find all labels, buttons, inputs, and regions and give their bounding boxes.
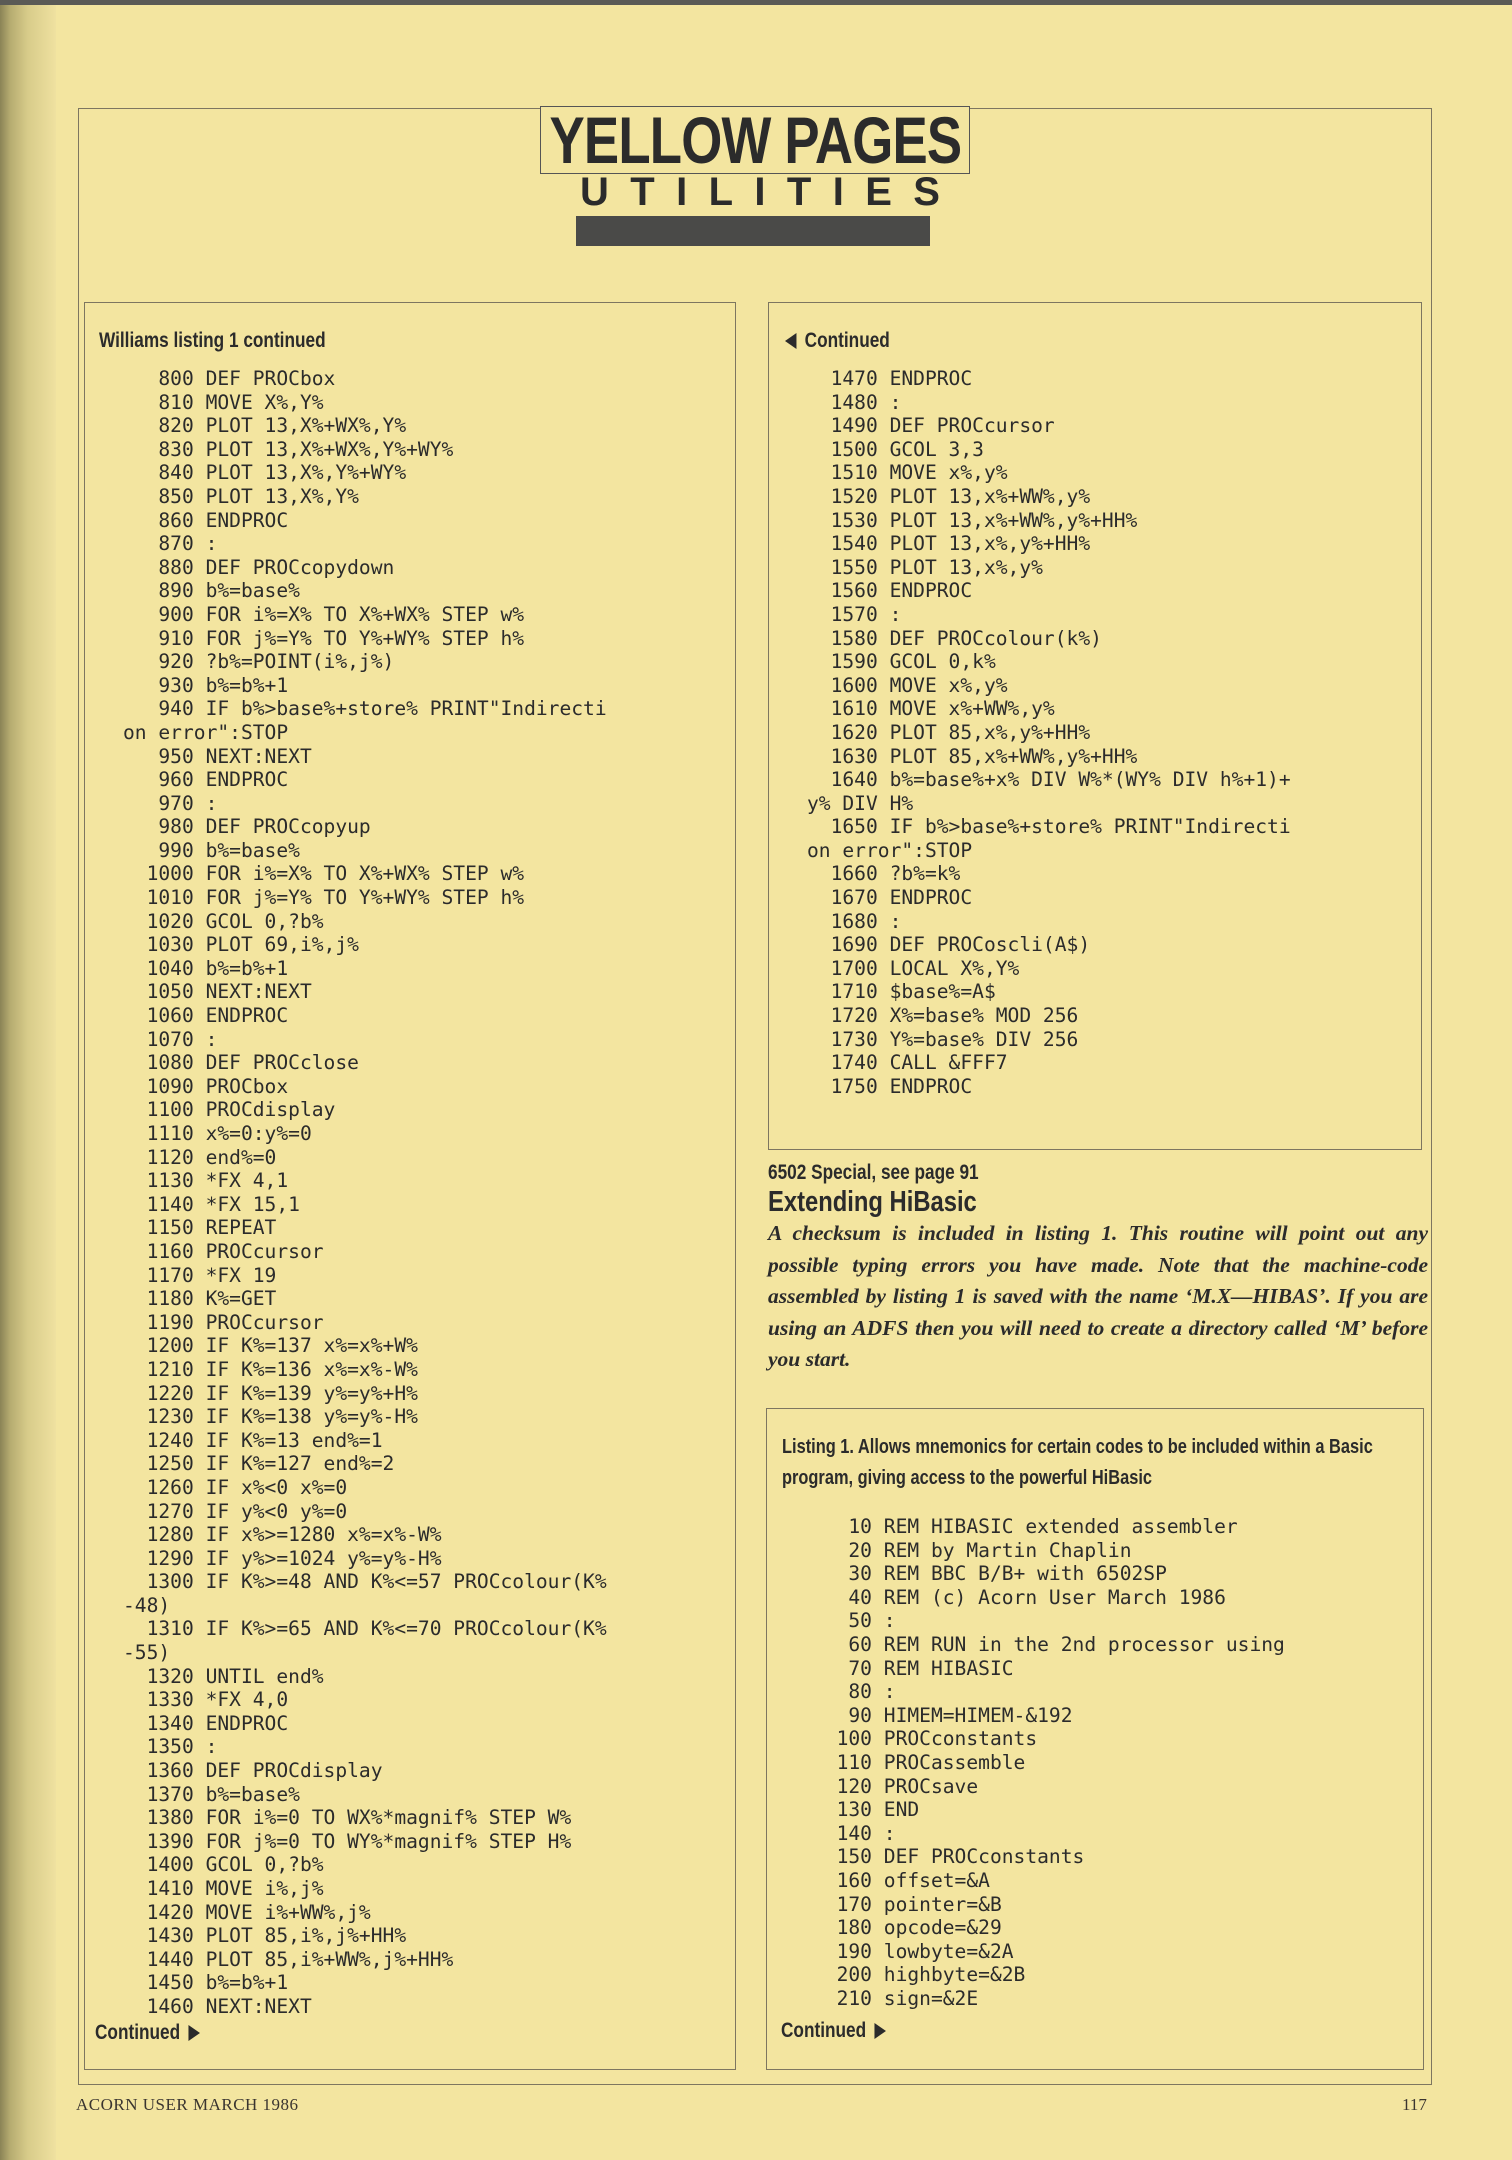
code-line: -55)	[123, 1641, 171, 1665]
code-line: 1690 DEF PROCoscli(A$)	[807, 933, 1091, 957]
code-line: 1080 DEF PROCclose	[123, 1051, 359, 1075]
code-line: 1320 UNTIL end%	[123, 1664, 324, 1688]
code-line: -48)	[123, 1593, 171, 1617]
code-line: 1660 ?b%=k%	[807, 862, 961, 886]
code-line: 1540 PLOT 13,x%,y%+HH%	[807, 532, 1091, 556]
code-line: 1220 IF K%=139 y%=y%+H%	[123, 1381, 418, 1405]
code-line: 1340 ENDPROC	[123, 1711, 289, 1735]
section-subtitle-letter: I	[676, 169, 688, 214]
code-line: 1670 ENDPROC	[807, 886, 973, 910]
section-title-box	[540, 103, 970, 177]
code-line: y% DIV H%	[807, 791, 914, 815]
code-line: 180 opcode=&29	[813, 1916, 1002, 1940]
code-line: 1160 PROCcursor	[123, 1239, 324, 1263]
code-line: 1500 GCOL 3,3	[807, 437, 984, 461]
code-line: 890 b%=base%	[123, 579, 300, 603]
code-line: 1330 *FX 4,0	[123, 1688, 289, 1712]
code-line: 1150 REPEAT	[123, 1216, 277, 1240]
section-subtitle-letter: T	[786, 169, 812, 214]
code-line: 1360 DEF PROCdisplay	[123, 1759, 383, 1783]
code-line: 870 :	[123, 532, 218, 556]
page-top-edge	[0, 0, 1512, 5]
code-line: 800 DEF PROCbox	[123, 367, 336, 390]
code-line: 960 ENDPROC	[123, 768, 289, 792]
listing-caption-line: Listing 1. Allows mnemonics for certain codes to be included within a Basic	[782, 1436, 1373, 1458]
code-line: 1060 ENDPROC	[123, 1004, 289, 1028]
code-line: 1640 b%=base%+x% DIV W%*(WY% DIV h%+1)+	[807, 768, 1291, 792]
code-listing-left	[123, 367, 607, 2019]
section-subtitle-letter: I	[832, 169, 844, 214]
code-line: 1630 PLOT 85,x%+WW%,y%+HH%	[807, 744, 1138, 768]
code-line: 1750 ENDPROC	[807, 1074, 973, 1098]
code-line: 1010 FOR j%=Y% TO Y%+WY% STEP h%	[123, 886, 525, 910]
code-line: 160 offset=&A	[813, 1868, 990, 1892]
code-line: 210 sign=&2E	[813, 1986, 979, 2010]
code-line: 1470 ENDPROC	[807, 367, 973, 390]
section-subtitle-letter: T	[630, 169, 655, 214]
section-subtitle	[560, 170, 960, 214]
listing-caption	[782, 1432, 1422, 1494]
code-line: 1300 IF K%>=48 AND K%<=57 PROCcolour(K%	[123, 1570, 607, 1594]
code-line: 1390 FOR j%=0 TO WY%*magnif% STEP H%	[123, 1829, 572, 1853]
code-line: 150 DEF PROCconstants	[813, 1845, 1085, 1869]
code-line: 80 :	[813, 1680, 896, 1704]
code-line: 1520 PLOT 13,x%+WW%,y%	[807, 484, 1091, 508]
code-line: 830 PLOT 13,X%+WX%,Y%+WY%	[123, 437, 454, 461]
listing-box-left	[84, 302, 736, 2070]
code-line: 1200 IF K%=137 x%=x%+W%	[123, 1334, 418, 1358]
code-listing-hibasic	[813, 1515, 1285, 2010]
code-line: 1560 ENDPROC	[807, 579, 973, 603]
code-line: 850 PLOT 13,X%,Y%	[123, 484, 359, 508]
code-line: 1550 PLOT 13,x%,y%	[807, 555, 1043, 579]
code-line: 100 PROCconstants	[813, 1727, 1038, 1751]
arrow-right-icon	[188, 2025, 199, 2041]
footer-publication: ACORN USER MARCH 1986	[76, 2095, 299, 2114]
code-line: 950 NEXT:NEXT	[123, 744, 312, 768]
section-title: YELLOW PAGES	[549, 103, 961, 177]
code-line: 1380 FOR i%=0 TO WX%*magnif% STEP W%	[123, 1806, 572, 1830]
code-line: 1700 LOCAL X%,Y%	[807, 956, 1020, 980]
code-line: 1430 PLOT 85,i%,j%+HH%	[123, 1924, 407, 1948]
continued-text: Continued	[95, 2021, 181, 2044]
code-line: 90 HIMEM=HIMEM-&192	[813, 1703, 1073, 1727]
code-line: 120 PROCsave	[813, 1774, 979, 1798]
code-line: 990 b%=base%	[123, 838, 300, 862]
code-line: 1730 Y%=base% DIV 256	[807, 1027, 1079, 1051]
code-line: 1610 MOVE x%+WW%,y%	[807, 697, 1055, 721]
code-line: 140 :	[813, 1821, 896, 1845]
code-line: 170 pointer=&B	[813, 1892, 1002, 1916]
code-line: 1590 GCOL 0,k%	[807, 650, 996, 674]
code-line: 1620 PLOT 85,x%,y%+HH%	[807, 720, 1091, 744]
section-subtitle-letter: E	[865, 169, 892, 214]
code-line: 820 PLOT 13,X%+WX%,Y%	[123, 414, 407, 438]
code-line: 200 highbyte=&2B	[813, 1963, 1026, 1987]
code-line: 1180 K%=GET	[123, 1287, 277, 1311]
code-line: 1000 FOR i%=X% TO X%+WX% STEP w%	[123, 862, 525, 886]
section-subtitle-letter: S	[913, 169, 940, 214]
code-line: 1460 NEXT:NEXT	[123, 1994, 312, 2018]
arrow-right-icon	[874, 2023, 885, 2039]
code-line: 910 FOR j%=Y% TO Y%+WY% STEP h%	[123, 626, 525, 650]
code-line: 1130 *FX 4,1	[123, 1169, 289, 1193]
code-line: 1280 IF x%>=1280 x%=x%-W%	[123, 1523, 442, 1547]
code-line: on error":STOP	[123, 720, 289, 744]
code-line: 840 PLOT 13,X%,Y%+WY%	[123, 461, 407, 485]
continued-heading: Continued	[785, 329, 890, 353]
code-line: 1600 MOVE x%,y%	[807, 673, 1008, 697]
code-line: 1270 IF y%<0 y%=0	[123, 1499, 348, 1523]
code-line: 880 DEF PROCcopydown	[123, 555, 395, 579]
code-line: 860 ENDPROC	[123, 508, 289, 532]
code-line: on error":STOP	[807, 838, 973, 862]
page-number: 117	[1402, 2095, 1427, 2114]
article-kicker: 6502 Special, see page 91	[768, 1161, 979, 1184]
code-line: 10 REM HIBASIC extended assembler	[813, 1515, 1238, 1538]
code-line: 1710 $base%=A$	[807, 980, 996, 1004]
code-line: 20 REM by Martin Chaplin	[813, 1538, 1132, 1562]
code-line: 1350 :	[123, 1735, 218, 1759]
code-line: 1400 GCOL 0,?b%	[123, 1853, 324, 1877]
code-line: 1370 b%=base%	[123, 1782, 300, 1806]
code-line: 1030 PLOT 69,i%,j%	[123, 933, 359, 957]
code-line: 1680 :	[807, 909, 902, 933]
code-line: 1020 GCOL 0,?b%	[123, 909, 324, 933]
code-line: 1450 b%=b%+1	[123, 1971, 289, 1995]
code-line: 1490 DEF PROCcursor	[807, 414, 1055, 438]
code-line: 1090 PROCbox	[123, 1074, 289, 1098]
code-line: 1110 x%=0:y%=0	[123, 1122, 312, 1145]
code-line: 40 REM (c) Acorn User March 1986	[813, 1585, 1226, 1609]
code-line: 1260 IF x%<0 x%=0	[123, 1475, 348, 1499]
code-line: 1120 end%=0	[123, 1145, 277, 1169]
code-line: 970 :	[123, 791, 218, 815]
code-line: 1480 :	[807, 390, 902, 414]
code-line: 1720 X%=base% MOD 256	[807, 1004, 1079, 1028]
continued-label	[781, 2019, 886, 2043]
code-line: 1740 CALL &FFF7	[807, 1051, 1008, 1075]
code-line: 1420 MOVE i%+WW%,j%	[123, 1900, 371, 1924]
code-line: 1230 IF K%=138 y%=y%-H%	[123, 1405, 418, 1429]
code-line: 940 IF b%>base%+store% PRINT"Indirecti	[123, 697, 607, 721]
listing-heading: Williams listing 1 continued	[99, 329, 326, 352]
listing-caption-line: program, giving access to the powerful HiBasic	[782, 1467, 1153, 1489]
continued-label	[95, 2021, 200, 2045]
code-line: 70 REM HIBASIC	[813, 1656, 1014, 1680]
code-line: 130 END	[813, 1798, 920, 1822]
code-line: 1040 b%=b%+1	[123, 956, 289, 980]
section-title-bar	[576, 216, 930, 246]
code-line: 1250 IF K%=127 end%=2	[123, 1452, 395, 1476]
code-line: 1210 IF K%=136 x%=x%-W%	[123, 1357, 418, 1381]
code-line: 190 lowbyte=&2A	[813, 1939, 1014, 1963]
code-line: 1140 *FX 15,1	[123, 1192, 300, 1216]
arrow-left-icon	[785, 333, 796, 349]
section-subtitle-letter: L	[708, 169, 734, 214]
code-line: 1570 :	[807, 602, 902, 626]
code-line: 1190 PROCcursor	[123, 1310, 324, 1334]
code-line: 980 DEF PROCcopyup	[123, 815, 371, 839]
code-line: 60 REM RUN in the 2nd processor using	[813, 1632, 1285, 1656]
code-line: 1290 IF y%>=1024 y%=y%-H%	[123, 1546, 442, 1570]
code-line: 920 ?b%=POINT(i%,j%)	[123, 650, 395, 674]
listing-box-right	[768, 302, 1422, 1150]
code-line: 1440 PLOT 85,i%+WW%,j%+HH%	[123, 1947, 454, 1971]
article-title: Extending HiBasic	[768, 1186, 977, 1218]
code-line: 1070 :	[123, 1027, 218, 1051]
code-line: 810 MOVE X%,Y%	[123, 390, 324, 414]
section-subtitle-letter: U	[580, 169, 609, 214]
code-line: 1170 *FX 19	[123, 1263, 277, 1287]
article-intro: A checksum is included in listing 1. This routine will point out any possible typing errors you have made. Note that the machine-code assembled by listing 1 is saved with the name ‘M.X—HIBAS’. If you are using an ADFS then you will need to create a directory called ‘M’ before you start.	[768, 1221, 1428, 1371]
code-line: 1100 PROCdisplay	[123, 1098, 336, 1122]
continued-text: Continued	[781, 2019, 867, 2042]
code-line: 1410 MOVE i%,j%	[123, 1877, 324, 1900]
code-line: 1510 MOVE x%,y%	[807, 461, 1008, 485]
code-line: 1580 DEF PROCcolour(k%)	[807, 626, 1102, 650]
code-line: 1050 NEXT:NEXT	[123, 980, 312, 1004]
code-line: 30 REM BBC B/B+ with 6502SP	[813, 1562, 1167, 1586]
code-line: 1310 IF K%>=65 AND K%<=70 PROCcolour(K%	[123, 1617, 607, 1641]
code-line: 50 :	[813, 1609, 896, 1633]
page-binding-shadow	[0, 0, 56, 2160]
listing-box-hibasic	[766, 1408, 1424, 2070]
code-line: 900 FOR i%=X% TO X%+WX% STEP w%	[123, 602, 525, 626]
section-subtitle-letter: I	[754, 169, 766, 214]
code-line: 930 b%=b%+1	[123, 673, 289, 697]
code-line: 110 PROCassemble	[813, 1750, 1026, 1774]
code-line: 1240 IF K%=13 end%=1	[123, 1428, 383, 1452]
code-line: 1530 PLOT 13,x%+WW%,y%+HH%	[807, 508, 1138, 532]
code-listing-right	[807, 367, 1291, 1098]
code-line: 1650 IF b%>base%+store% PRINT"Indirecti	[807, 815, 1291, 839]
